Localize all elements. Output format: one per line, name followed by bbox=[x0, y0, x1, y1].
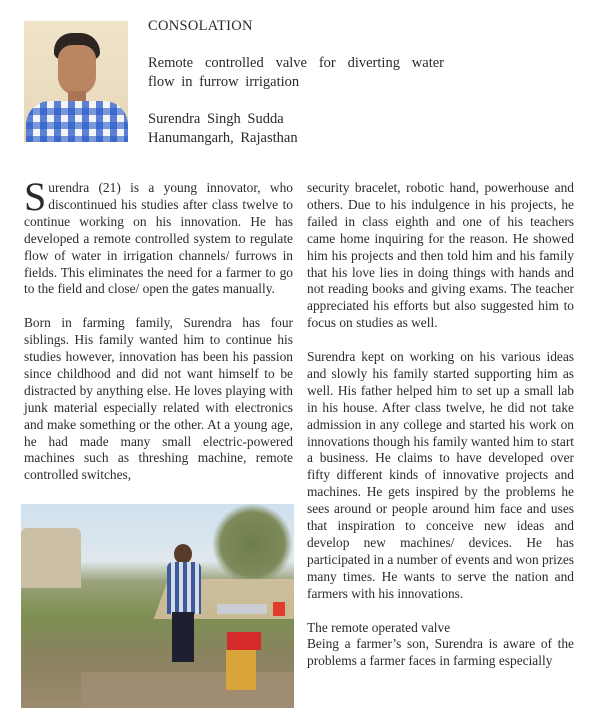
article-left-column bbox=[24, 174, 293, 484]
photo-person-shirt bbox=[167, 562, 201, 614]
photo-water-channel bbox=[81, 672, 294, 708]
award-category: CONSOLATION bbox=[148, 18, 253, 34]
portrait-shirt bbox=[26, 101, 128, 142]
portrait-face bbox=[58, 45, 96, 95]
innovator-location: Hanumangarh, Rajasthan bbox=[148, 130, 298, 146]
photo-valve-box bbox=[226, 650, 256, 690]
innovator-name: Surendra Singh Sudda bbox=[148, 111, 284, 127]
section-subheading: The remote operated valve bbox=[307, 619, 451, 635]
photo-solar-panel bbox=[217, 604, 267, 614]
background-paragraph: Born in farming family, Surendra has four siblings. His family wanted him to continue his studies however, innovation has been his passion since childhood and did not want himself to be distracted by anything else. He loves playing with junk material especially related with electronics and make something or the other. At a young age, he had made many small electric-powered machines such as threshing machine, remote controlled switches, bbox=[24, 315, 293, 483]
innovation-title: Remote controlled valve for diverting water flow in furrow irrigation bbox=[148, 55, 444, 90]
photo-trees bbox=[211, 504, 294, 584]
valve-section bbox=[307, 620, 574, 671]
photo-person-head bbox=[174, 544, 192, 564]
field-photo bbox=[21, 504, 294, 708]
photo-bucket bbox=[273, 602, 285, 616]
intro-paragraph bbox=[24, 174, 293, 298]
photo-person-legs bbox=[172, 612, 194, 662]
family-support-paragraph: Surendra kept on working on his various ideas and slowly his family started supporting him as well. His father helped him to set up a small lab in his house. After class twelve, he did not take admission in any college and started his work on innovations though his family wanted him to start a business. He claims to have developed over fifty different kinds of innovative projects and machines. He gets inspired by the problems he sees around or people around him face and uses that inspiration to conceive new ideas and develop new machines/ devices. He has participated in a number of events and won prizes many times. He wants to serve the nation and farmers with his innovations. bbox=[307, 349, 574, 601]
article-right-column bbox=[307, 180, 574, 670]
valve-section-text: Being a farmer’s son, Surendra is aware of the problems a farmer faces in farming especially bbox=[307, 636, 574, 669]
photo-greenhouse bbox=[21, 528, 81, 588]
innovator-portrait bbox=[24, 21, 128, 142]
photo-device-controller bbox=[227, 632, 261, 650]
continuation-paragraph: security bracelet, robotic hand, powerhouse and others. Due to his indulgence in his projects, he failed in class eighth and one of his teachers came home inquiring for the reason. He showed him his projects and then told him and his family that his love lies in doing things with hands and not reading books and giving exams. The teacher appreciated his efforts but also suggested him to focus on studies as well. bbox=[307, 180, 574, 331]
intro-text: urendra (21) is a young innovator, who discontinued his studies after class twelve to continue working on his innovation. He has developed a remote controlled system to regulate flow of water in irrigation channels/ furrows in fields. This eliminates the need for a farmer to go to the field and close/ open the gates manually. bbox=[24, 180, 293, 297]
article-header bbox=[148, 17, 444, 148]
drop-cap: S bbox=[24, 174, 47, 219]
